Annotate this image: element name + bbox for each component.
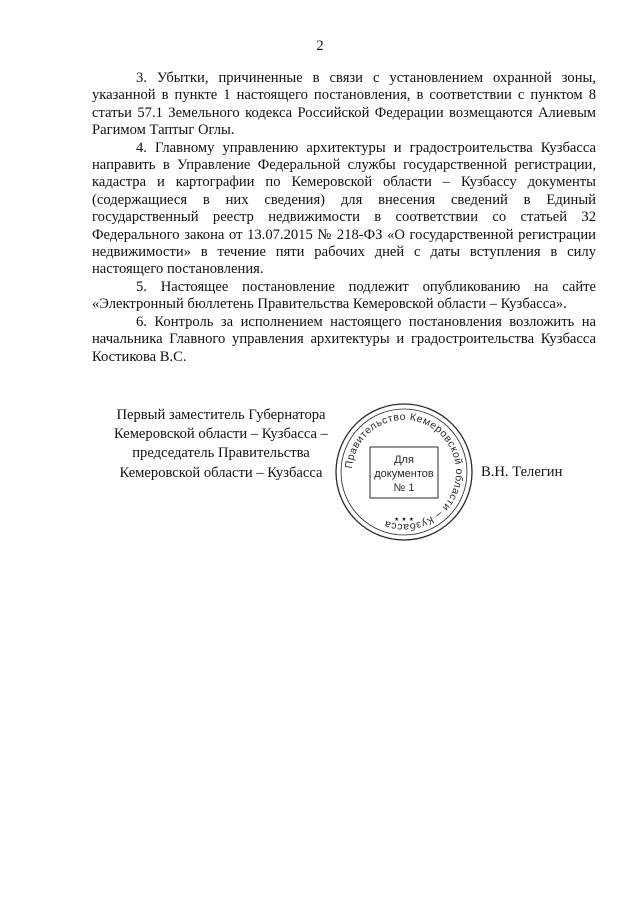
document-body	[92, 70, 596, 366]
signatory-position-line: Кемеровской области – Кузбасса	[119, 464, 323, 481]
signatory-position-line: Первый заместитель Губернатора	[116, 407, 326, 423]
stamp-center-line: № 1	[393, 482, 415, 494]
paragraph-item-4: 4. Главному управлению архитектуры и градостроительства Кузбасса направить в Управление Федеральной службы государственной регистрации, кадастра и картографии по Кемеровской области – Кузбассу документы (содержащиеся в них сведения) для внесения сведений в Единый государственный реестр недвижимости в соответствии со статьей 32 Федерального закона от 13.07.2015 № 218-ФЗ «О государственной регистрации недвижимости» в течение пяти рабочих дней с даты вступления в силу настоящего постановления.	[92, 139, 596, 278]
stamp-seal-icon	[332, 400, 476, 544]
signatory-position-line: председатель Правительства	[132, 445, 310, 462]
paragraph-item-6: 6. Контроль за исполнением настоящего постановления возложить на начальника Главного управления архитектуры и градостроительства Кузбасса Костикова В.С.	[92, 313, 596, 365]
page-number: 2	[316, 38, 324, 54]
stamp-stars: ★ ★ ★	[394, 516, 414, 523]
stamp-ring-text: Правительство Кемеровской области – Кузбасса	[344, 411, 465, 533]
signatory-name: В.Н. Телегин	[481, 464, 563, 480]
signatory-position	[80, 406, 362, 483]
signatory-position-line: Кемеровской области – Кузбасса –	[114, 426, 328, 443]
stamp-center-line: Для	[394, 454, 414, 466]
paragraph-item-5: 5. Настоящее постановление подлежит опубликованию на сайте «Электронный бюллетень Правительства Кемеровской области – Кузбасса».	[92, 278, 596, 313]
paragraph-item-3: 3. Убытки, причиненные в связи с установлением охранной зоны, указанной в пункте 1 настоящего постановления, в соответствии с пунктом 8 статьи 57.1 Земельного кодекса Российской Федерации возмещаются Алиевым Рагимом Таптыг Оглы.	[92, 70, 596, 139]
official-stamp	[332, 400, 476, 544]
stamp-center-line: документов	[374, 468, 434, 480]
